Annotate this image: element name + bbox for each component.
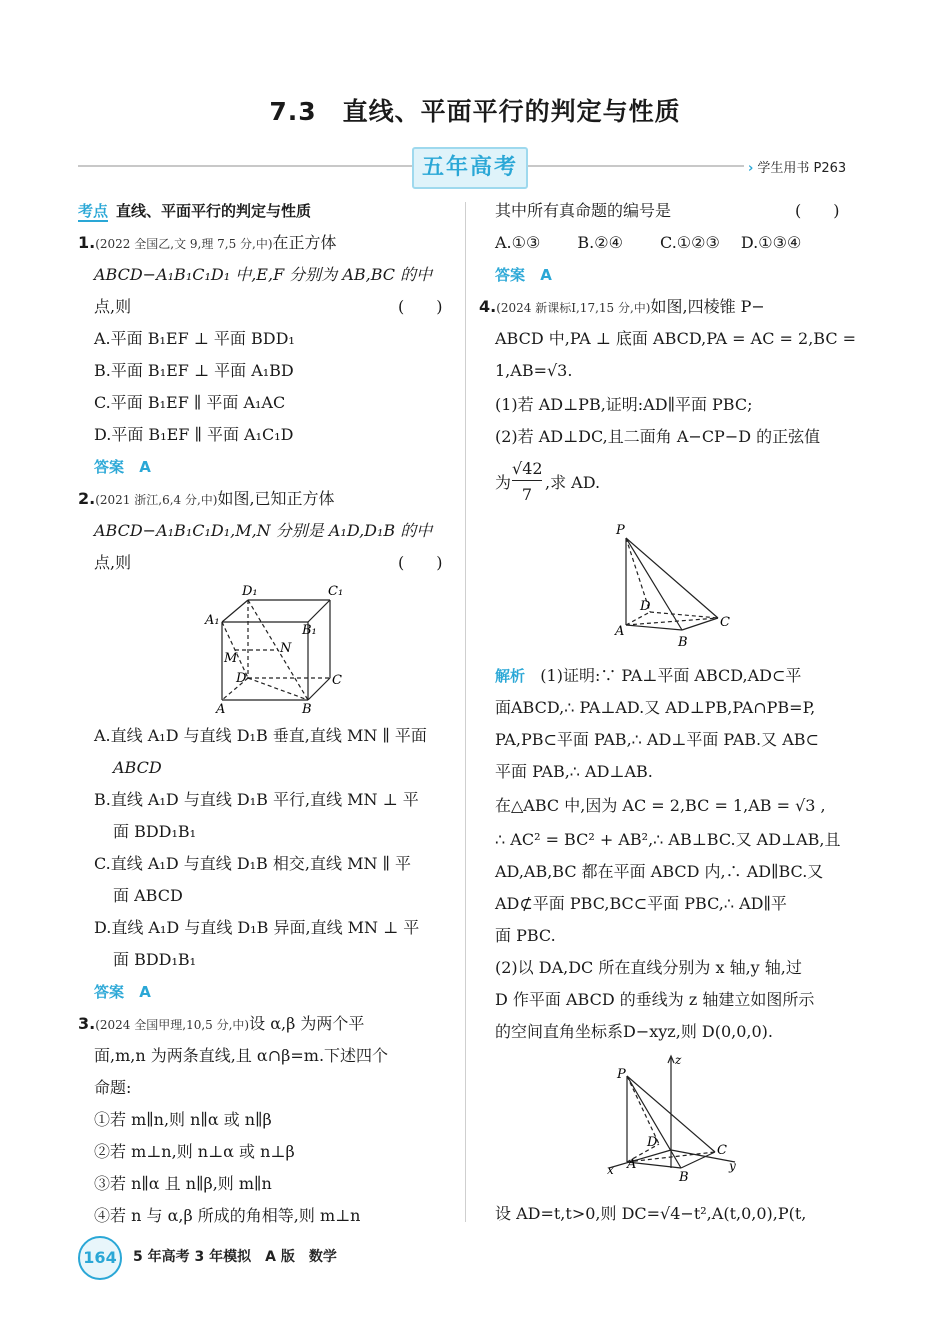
sol-line13: 设 AD=t,t>0,则 DC=√4−t²,A(t,0,0),P(t, (495, 1204, 807, 1223)
fig2-label-b: B (679, 1170, 689, 1185)
fig1-label-c: C (720, 615, 730, 630)
q2-option-d1: D.直线 A₁D 与直线 D₁B 异面,直线 MN ⊥ 平 (94, 918, 420, 937)
fig1-label-p: P (616, 523, 625, 538)
ref-text: 学生用书 P263 (757, 161, 847, 176)
kaodian-title: 直线、平面平行的判定与性质 (116, 202, 312, 220)
q2-number: 2. (78, 489, 96, 508)
q4-line2: ABCD 中,PA ⊥ 底面 ABCD,PA = AC = 2,BC = (495, 329, 857, 348)
label-n: N (280, 641, 292, 656)
q2-line1 (78, 483, 335, 516)
q3-prop3: ③若 n∥α 且 n∥β,则 m∥n (94, 1174, 272, 1193)
footer-book-title: 5 年高考 3 年模拟 A 版 数学 (133, 1249, 337, 1265)
label-c: C (332, 673, 342, 688)
q1-option-a: A.平面 B₁EF ⊥ 平面 BDD₁ (94, 329, 295, 348)
fraction-denominator: 7 (521, 485, 533, 504)
label-m: M (224, 651, 238, 666)
fig2-label-z: z (675, 1053, 682, 1067)
q4-line1 (479, 291, 765, 324)
fig1-label-d: D (640, 599, 651, 614)
q4-part2-suffix: ,求 AD. (545, 473, 601, 492)
sol-line12: 的空间直角坐标系D−xyz,则 D(0,0,0). (495, 1022, 774, 1041)
q3cont-line1: 其中所有真命题的编号是 (495, 201, 672, 220)
q1-source: (2022 全国乙,文 9,理 7,5 分,中) (95, 237, 273, 251)
sol-line8: AD⊄平面 PBC,BC⊂平面 PBC,∴ AD∥平 (495, 894, 787, 913)
q4-text1: 如图,四棱锥 P− (650, 297, 765, 316)
q2-line2: ABCD−A₁B₁C₁D₁,M,N 分别是 A₁D,D₁B 的中 (94, 521, 433, 540)
q3-answer-label: 答案 (495, 266, 526, 284)
page-number-badge: 164 (78, 1236, 122, 1280)
fig2-label-y: y (729, 1159, 736, 1173)
q2-answer-value: A (139, 983, 151, 1001)
q3-line2: 面,m,n 为两条直线,且 α∩β=m.下述四个 (94, 1046, 389, 1065)
section-banner: 五年高考 (412, 147, 528, 189)
q2-option-c1: C.直线 A₁D 与直线 D₁B 相交,直线 MN ∥ 平 (94, 854, 412, 873)
coordinate-figure (605, 1050, 750, 1185)
q3cont-bracket: ( ) (795, 201, 840, 220)
sol-line6: ∴ AC² = BC² + AB²,∴ AB⊥BC.又 AD⊥AB,且 (495, 830, 841, 849)
q1-option-b: B.平面 B₁EF ⊥ 平面 A₁BD (94, 361, 294, 380)
q1-line1 (78, 227, 337, 260)
q1-answer-value: A (139, 458, 151, 476)
q4-source: (2024 新课标Ⅰ,17,15 分,中) (496, 301, 651, 315)
label-a1: A₁ (205, 613, 220, 628)
q1-answer-label: 答案 (94, 458, 125, 476)
sol-line2: 面ABCD,∴ PA⊥AD.又 AD⊥PB,PA∩PB=P, (495, 698, 816, 717)
sol-line4: 平面 PAB,∴ AD⊥AB. (495, 762, 653, 781)
q4-number: 4. (479, 297, 497, 316)
q2-option-b1: B.直线 A₁D 与直线 D₁B 平行,直线 MN ⊥ 平 (94, 790, 419, 809)
q3-prop4: ④若 n 与 α,β 所成的角相等,则 m⊥n (94, 1206, 361, 1225)
q3-answer (495, 259, 552, 291)
label-b1: B₁ (302, 623, 317, 638)
fig2-label-d: D (647, 1135, 658, 1150)
fig1-label-b: B (678, 635, 688, 650)
q4-part2: (2)若 AD⊥DC,且二面角 A−CP−D 的正弦值 (495, 427, 821, 446)
label-a: A (216, 702, 226, 715)
fig2-label-p: P (617, 1067, 626, 1082)
pyramid-figure (610, 520, 740, 650)
q1-option-d: D.平面 B₁EF ∥ 平面 A₁C₁D (94, 425, 294, 444)
q1-text1: 在正方体 (272, 233, 337, 252)
q2-option-a2: ABCD (113, 758, 162, 777)
q1-bracket: ( ) (398, 297, 443, 316)
q3-prop1: ①若 m∥n,则 n∥α 或 n∥β (94, 1110, 272, 1129)
sol-line9: 面 PBC. (495, 926, 556, 945)
q3-text1: 设 α,β 为两个平 (249, 1014, 365, 1033)
q2-option-d2: 面 BDD₁B₁ (113, 950, 197, 969)
fig2-label-c: C (717, 1143, 727, 1158)
sol-text1: (1)证明:∵ PA⊥平面 ABCD,AD⊂平 (540, 666, 802, 685)
q2-answer (94, 976, 151, 1008)
q4-line3: 1,AB=√3. (495, 361, 573, 380)
q2-text1: 如图,已知正方体 (217, 489, 335, 508)
label-b: B (302, 702, 312, 715)
sol-line1 (495, 660, 801, 692)
fig2-label-x: x (607, 1163, 614, 1177)
q2-bracket: ( ) (398, 553, 443, 572)
header-rule-right (524, 165, 744, 167)
chevron-right-icon: › (748, 161, 754, 176)
label-d1: D₁ (242, 584, 258, 599)
q3-answer-value: A (540, 266, 552, 284)
q4-part2-prefix: 为 (495, 473, 512, 492)
q2-source: (2021 浙江,6,4 分,中) (95, 493, 218, 507)
q3-line1 (78, 1008, 364, 1041)
q1-answer (94, 451, 151, 483)
q2-option-b2: 面 BDD₁B₁ (113, 822, 197, 841)
sol-line5: 在△ABC 中,因为 AC = 2,BC = 1,AB = √3 , (495, 796, 826, 815)
cube-figure (200, 580, 350, 715)
sol-line3: PA,PB⊂平面 PAB,∴ AD⊥平面 PAB.又 AB⊂ (495, 730, 819, 749)
q3-source: (2024 全国甲理,10,5 分,中) (95, 1018, 250, 1032)
q3-prop2: ②若 m⊥n,则 n⊥α 或 n⊥β (94, 1142, 295, 1161)
sol-line10: (2)以 DA,DC 所在直线分别为 x 轴,y 轴,过 (495, 958, 802, 977)
q3-line3: 命题: (94, 1078, 132, 1097)
column-divider (465, 202, 466, 1222)
fraction-numerator: √42 (512, 458, 542, 481)
fig1-label-a: A (615, 624, 625, 639)
kaodian-heading (78, 195, 311, 227)
solution-label: 解析 (495, 667, 526, 685)
q2-option-a1: A.直线 A₁D 与直线 D₁B 垂直,直线 MN ∥ 平面 (94, 726, 427, 745)
q3-number: 3. (78, 1014, 96, 1033)
kaodian-tag: 考点 (78, 202, 109, 220)
q2-answer-label: 答案 (94, 983, 125, 1001)
label-c1: C₁ (328, 584, 344, 599)
header-rule-left (78, 165, 412, 167)
q1-option-c: C.平面 B₁EF ∥ 平面 A₁AC (94, 393, 286, 412)
page-title: 7.3 直线、平面平行的判定与性质 (269, 97, 681, 126)
q1-number: 1. (78, 233, 96, 252)
q2-option-c2: 面 ABCD (113, 886, 183, 905)
label-d: D (236, 671, 247, 686)
q4-part1: (1)若 AD⊥PB,证明:AD∥平面 PBC; (495, 395, 753, 414)
sol-line7: AD,AB,BC 都在平面 ABCD 内,∴ AD∥BC.又 (495, 862, 824, 881)
sol-line11: D 作平面 ABCD 的垂线为 z 轴建立如图所示 (495, 990, 815, 1009)
q3cont-options: A.①③ B.②④ C.①②③ D.①③④ (495, 233, 802, 252)
q1-line3: 点,则 (94, 297, 132, 316)
q1-line2: ABCD−A₁B₁C₁D₁ 中,E,F 分别为 AB,BC 的中 (94, 265, 433, 284)
fig2-label-a: A (627, 1157, 637, 1172)
q2-line3: 点,则 (94, 553, 132, 572)
student-book-ref (748, 157, 846, 176)
